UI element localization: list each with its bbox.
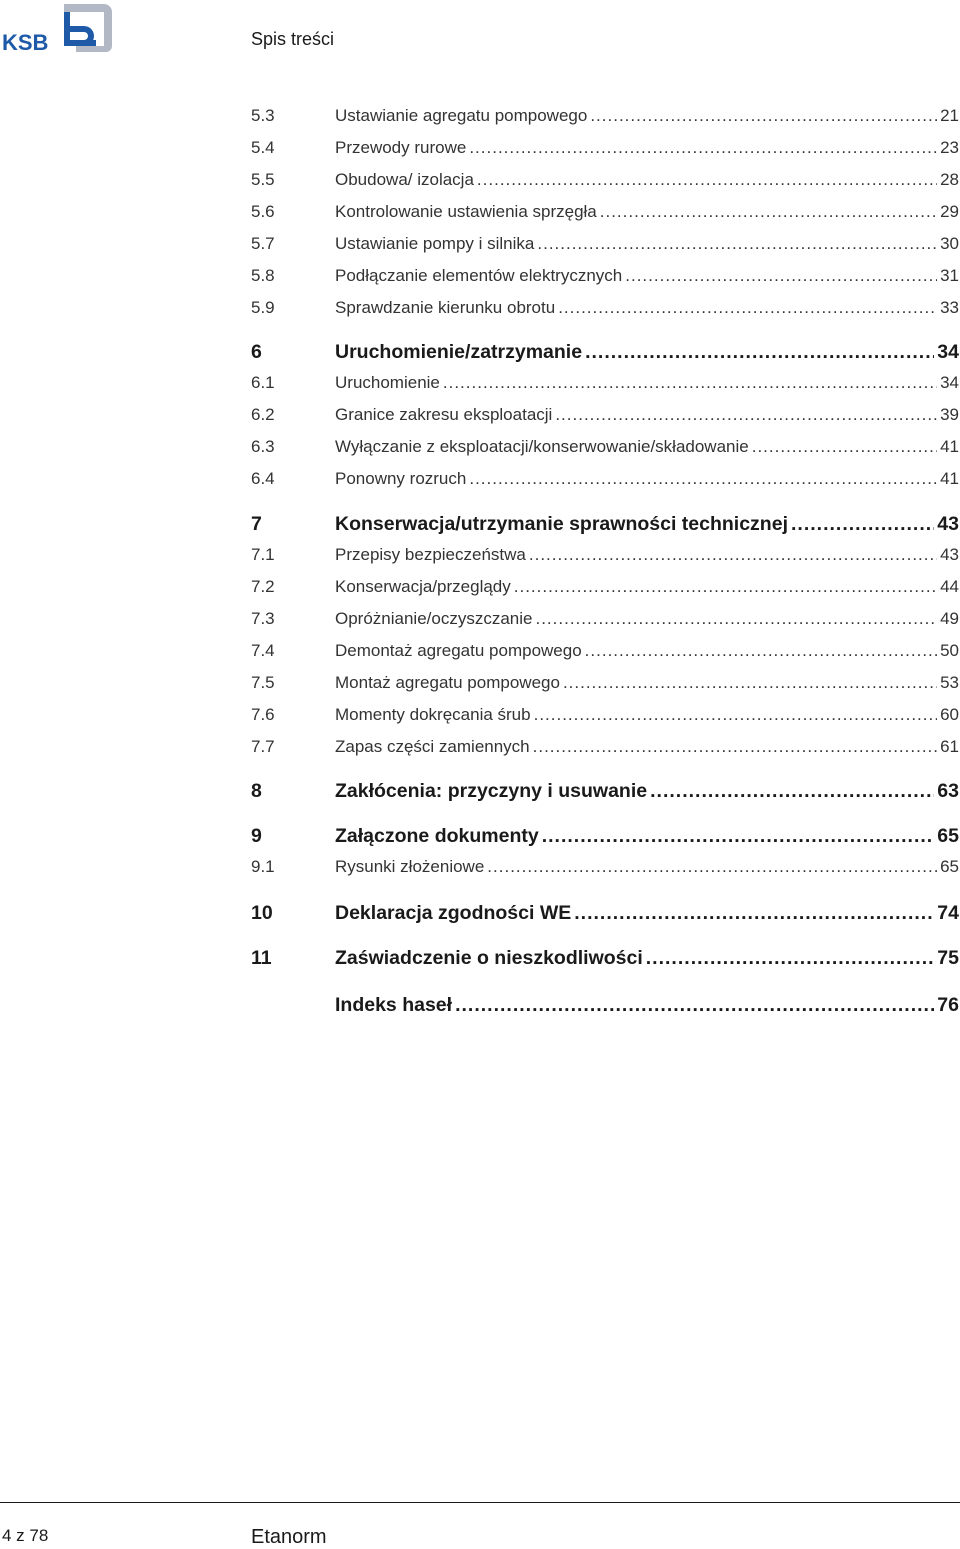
toc-entry[interactable] (251, 857, 959, 877)
toc-entry-number: 6.1 (251, 373, 275, 392)
toc-entry-number: 5.5 (251, 170, 275, 189)
toc-entry-title: Załączone dokumenty (335, 825, 539, 847)
toc-entry-number: 7.7 (251, 737, 275, 756)
toc-entry-page: 43 (937, 513, 959, 535)
toc-entry-title: Kontrolowanie ustawienia sprzęgła (335, 202, 597, 221)
toc-entry-page: 39 (940, 405, 959, 424)
dot-leader (625, 266, 937, 286)
toc-entry[interactable] (251, 106, 959, 126)
toc-entry[interactable] (251, 737, 959, 757)
toc-entry-title: Uruchomienie (335, 373, 440, 392)
toc-entry[interactable] (251, 705, 959, 725)
toc-entry-page: 50 (940, 641, 959, 660)
dot-leader (542, 825, 935, 848)
dot-leader (533, 737, 937, 757)
toc-entry-number: 5.4 (251, 138, 275, 157)
toc-entry-number: 5.9 (251, 298, 275, 317)
toc-entry-number: 11 (251, 947, 272, 969)
dot-leader (791, 513, 934, 536)
toc-entry-number: 9 (251, 825, 262, 847)
toc-entry-number: 6 (251, 341, 262, 363)
toc-entry-page: 33 (940, 298, 959, 317)
toc-entry-title: Zaświadczenie o nieszkodliwości (335, 947, 643, 969)
toc-entry-page: 76 (937, 994, 959, 1016)
toc-entry-number: 7.3 (251, 609, 275, 628)
toc-entry-title: Deklaracja zgodności WE (335, 902, 572, 924)
toc-entry[interactable] (251, 373, 959, 393)
toc-entry-title: Granice zakresu eksploatacji (335, 405, 553, 424)
toc-entry[interactable] (251, 673, 959, 693)
dot-leader (590, 106, 937, 126)
dot-leader (535, 609, 937, 629)
dot-leader (650, 780, 934, 803)
toc-entry-page: 41 (940, 469, 959, 488)
toc-entry-number: 7 (251, 513, 262, 535)
toc-entry[interactable] (251, 266, 959, 286)
dot-leader (443, 373, 937, 393)
toc-entry[interactable] (251, 513, 959, 536)
toc-entry-title: Zapas części zamiennych (335, 737, 530, 756)
toc-entry-title: Obudowa/ izolacja (335, 170, 474, 189)
toc-entry-title: Ustawianie agregatu pompowego (335, 106, 588, 125)
toc-entry-title: Przewody rurowe (335, 138, 467, 157)
toc-entry-number: 10 (251, 902, 273, 924)
toc-entry-title: Konserwacja/utrzymanie sprawności technicznej (335, 513, 788, 535)
toc-entry-page: 28 (940, 170, 959, 189)
toc-entry[interactable] (251, 545, 959, 565)
toc-entry[interactable] (251, 780, 959, 803)
dot-leader (600, 202, 937, 222)
dot-leader (585, 641, 937, 661)
page-title: Spis treści (251, 29, 335, 49)
toc-entry-page: 63 (937, 780, 959, 802)
toc-entry-page: 23 (940, 138, 959, 157)
toc-entry-title: Opróżnianie/oczyszczanie (335, 609, 533, 628)
dot-leader (646, 947, 935, 970)
dot-leader (477, 170, 937, 190)
toc-entry-title: Montaż agregatu pompowego (335, 673, 560, 692)
toc-entry[interactable] (251, 947, 959, 970)
dot-leader (534, 705, 937, 725)
toc-entry[interactable] (251, 341, 959, 364)
toc-entry-title: Indeks haseł (335, 994, 453, 1016)
toc-entry-number: 5.8 (251, 266, 275, 285)
product-name: Etanorm (251, 1526, 327, 1548)
toc-entry[interactable] (251, 234, 959, 254)
dot-leader (558, 298, 937, 318)
dot-leader (529, 545, 937, 565)
toc-entry-page: 29 (940, 202, 959, 221)
toc-entry[interactable] (251, 825, 959, 848)
dot-leader (752, 437, 937, 457)
toc-entry-page: 60 (940, 705, 959, 724)
toc-entry[interactable] (251, 138, 959, 158)
toc-entry-title: Ponowny rozruch (335, 469, 467, 488)
toc-entry-number: 7.4 (251, 641, 275, 660)
toc-entry[interactable] (251, 994, 959, 1017)
toc-entry-page: 65 (940, 857, 959, 876)
toc-entry-page: 34 (937, 341, 959, 363)
toc-entry[interactable] (251, 405, 959, 425)
dot-leader (487, 857, 937, 877)
toc-entry-title: Wyłączanie z eksploatacji/konserwowanie/składowanie (335, 437, 749, 456)
toc-entry-page: 44 (940, 577, 959, 596)
toc-entry-title: Uruchomienie/zatrzymanie (335, 341, 583, 363)
toc-entry-number: 9.1 (251, 857, 275, 876)
dot-leader (585, 341, 934, 364)
toc-entry-number: 7.2 (251, 577, 275, 596)
page-number: 4 z 78 (2, 1526, 49, 1545)
toc-entry[interactable] (251, 202, 959, 222)
toc-entry-title: Ustawianie pompy i silnika (335, 234, 535, 253)
toc-entry-page: 21 (940, 106, 959, 125)
toc-entry-page: 30 (940, 234, 959, 253)
ksb-logo (2, 2, 114, 54)
toc-entry-number: 8 (251, 780, 262, 802)
toc-entry-title: Przepisy bezpieczeństwa (335, 545, 526, 564)
toc-entry-page: 61 (940, 737, 959, 756)
toc-entry-page: 75 (937, 947, 959, 969)
toc-entry-number: 6.2 (251, 405, 275, 424)
toc-entry-number: 5.3 (251, 106, 275, 125)
toc-entry-page: 74 (937, 902, 959, 924)
toc-entry[interactable] (251, 641, 959, 661)
toc-entry-page: 41 (940, 437, 959, 456)
toc-entry-page: 31 (940, 266, 959, 285)
toc-entry-number: 6.4 (251, 469, 275, 488)
dot-leader (555, 405, 937, 425)
toc-entry[interactable] (251, 170, 959, 190)
toc-entry[interactable] (251, 437, 959, 457)
toc-entry-number: 6.3 (251, 437, 275, 456)
toc-entry-number: 7.6 (251, 705, 275, 724)
footer-divider (0, 1502, 960, 1503)
dot-leader (574, 902, 934, 925)
toc-entry-page: 34 (940, 373, 959, 392)
toc-entry-title: Sprawdzanie kierunku obrotu (335, 298, 556, 317)
dot-leader (469, 469, 937, 489)
dot-leader (563, 673, 937, 693)
toc-entry[interactable] (251, 577, 959, 597)
toc-entry[interactable] (251, 609, 959, 629)
toc-entry-page: 43 (940, 545, 959, 564)
toc-entry-number: 7.1 (251, 545, 275, 564)
page-header (0, 0, 960, 60)
toc-entry-page: 65 (937, 825, 959, 847)
brand-wordmark: KSB (2, 30, 49, 54)
toc-entry-number: 7.5 (251, 673, 275, 692)
dot-leader (514, 577, 937, 597)
toc-entry-title: Podłączanie elementów elektrycznych (335, 266, 623, 285)
toc-entry-title: Zakłócenia: przyczyny i usuwanie (335, 780, 648, 802)
dot-leader (469, 138, 937, 158)
toc-entry-page: 49 (940, 609, 959, 628)
toc-entry-title: Konserwacja/przeglądy (335, 577, 511, 596)
dot-leader (455, 994, 934, 1017)
dot-leader (537, 234, 937, 254)
toc-entry-title: Demontaż agregatu pompowego (335, 641, 582, 660)
toc-entry[interactable] (251, 469, 959, 489)
toc-entry-page: 53 (940, 673, 959, 692)
toc-entry-number: 5.6 (251, 202, 275, 221)
toc-entry-title: Rysunki złożeniowe (335, 857, 485, 876)
toc-entry[interactable] (251, 298, 959, 318)
toc-entry[interactable] (251, 902, 959, 925)
toc-entry-title: Momenty dokręcania śrub (335, 705, 531, 724)
toc-entry-number: 5.7 (251, 234, 275, 253)
